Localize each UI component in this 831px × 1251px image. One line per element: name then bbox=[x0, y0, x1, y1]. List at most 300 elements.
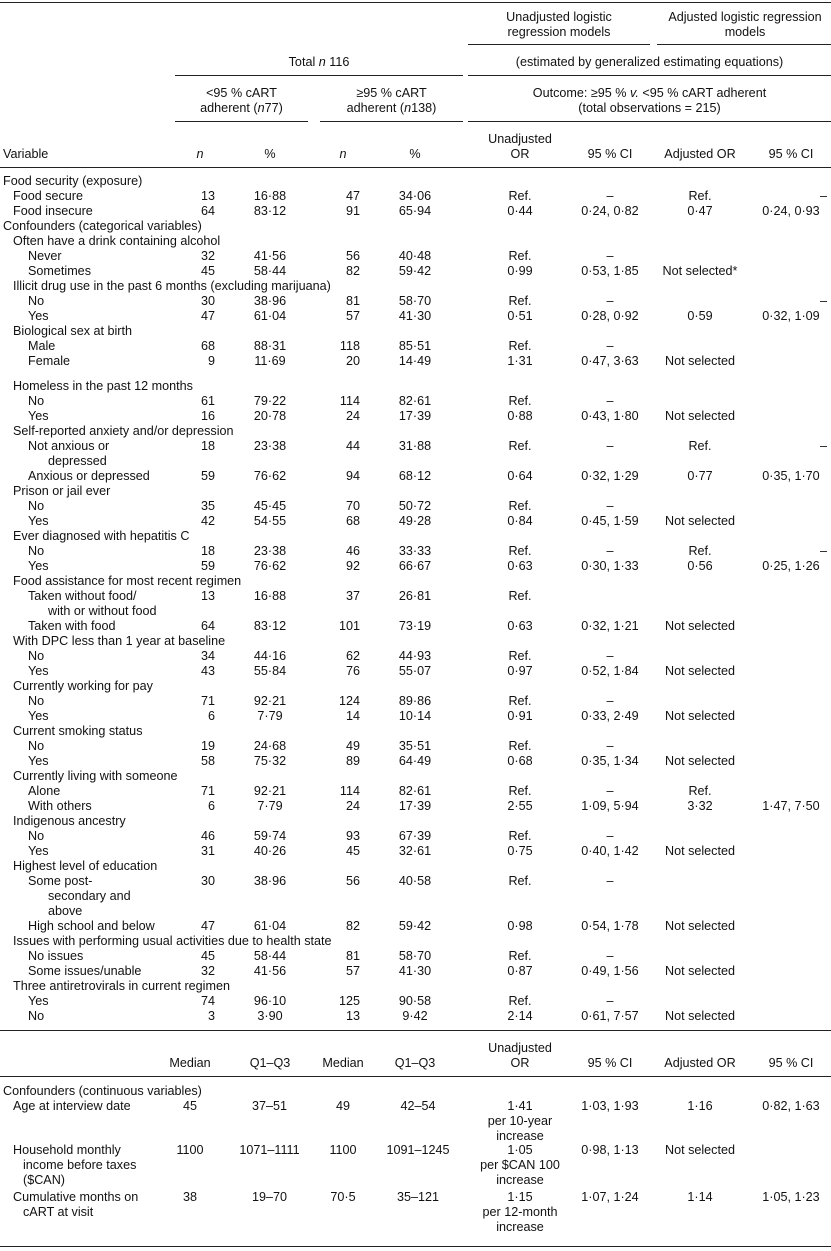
cell-pct2: 73·19 bbox=[398, 619, 432, 633]
cell-n1: 34 bbox=[200, 649, 215, 663]
cell-adjusted-or: Not selected bbox=[664, 664, 735, 678]
cell-pct2: 59·42 bbox=[398, 264, 432, 278]
row-label: Current smoking status bbox=[13, 724, 143, 738]
cell-pct1: 40·26 bbox=[253, 844, 287, 858]
cell-unadjusted-or: Ref. bbox=[508, 294, 532, 308]
row-label: Sometimes bbox=[28, 264, 91, 278]
cell-unadjusted-or: 0·44 bbox=[507, 204, 533, 218]
cell-adjusted-or: Ref. bbox=[688, 784, 712, 798]
cell-n2: 56 bbox=[345, 874, 360, 888]
cell-pct1: 41·56 bbox=[253, 964, 287, 978]
cell-pct2: 40·48 bbox=[398, 249, 432, 263]
gee-note: (estimated by generalized estimating equations) bbox=[515, 55, 784, 69]
row-label: Confounders (continuous variables) bbox=[3, 1084, 202, 1098]
cell-q1q3-1: 37–51 bbox=[251, 1099, 288, 1113]
row-label: Yes bbox=[28, 409, 49, 423]
cell-adjusted-or: Not selected bbox=[664, 709, 735, 723]
cell-pct2: 50·72 bbox=[398, 499, 432, 513]
cell-unadjusted-or: 0·98 bbox=[507, 919, 533, 933]
cell-adjusted-or: 1·16 bbox=[687, 1099, 713, 1113]
cell-unadjusted-or: 0·84 bbox=[507, 514, 533, 528]
cell-unadjusted-or: 2·14 bbox=[507, 1009, 533, 1023]
cell-unadjusted-or: Ref. bbox=[508, 829, 532, 843]
cell-median2: 70·5 bbox=[330, 1190, 356, 1204]
cell-n2: 91 bbox=[345, 204, 360, 218]
cell-pct1: 76·62 bbox=[253, 559, 287, 573]
cell-n2: 47 bbox=[345, 189, 360, 203]
row-label: No bbox=[28, 694, 45, 708]
cell-pct2: 59·42 bbox=[398, 919, 432, 933]
cell-n2: 44 bbox=[345, 439, 360, 453]
unadjusted-group-rule bbox=[468, 44, 650, 45]
cell-unadjusted-ci: 0·40, 1·42 bbox=[581, 844, 639, 858]
cell-adjusted-ci: 0·82, 1·63 bbox=[762, 1099, 820, 1113]
col-cont-adjusted-or: Adjusted OR bbox=[664, 1056, 736, 1070]
cell-unadjusted-ci: 0·24, 0·82 bbox=[581, 204, 639, 218]
cell-unadjusted-ci: – bbox=[606, 294, 614, 308]
cell-unadjusted-or: Ref. bbox=[508, 544, 532, 558]
row-label: Currently working for pay bbox=[13, 679, 153, 693]
cell-n2: 81 bbox=[345, 949, 360, 963]
cell-n2: 82 bbox=[345, 919, 360, 933]
cell-unadjusted-or: Ref. bbox=[508, 589, 532, 603]
cell-n1: 6 bbox=[207, 709, 215, 723]
cell-adjusted-ci: – bbox=[819, 544, 827, 558]
cell-n2: 76 bbox=[345, 664, 360, 678]
cell-unadjusted-ci: – bbox=[606, 394, 614, 408]
row-label: cART at visit bbox=[23, 1205, 94, 1219]
col-n2: n bbox=[339, 147, 347, 161]
cell-q1q3-2: 35–121 bbox=[396, 1190, 440, 1204]
row-label: Not anxious or bbox=[28, 439, 110, 453]
cell-unadjusted-or: 0·99 bbox=[507, 264, 533, 278]
row-label: Issues with performing usual activities due to health state bbox=[13, 934, 332, 948]
cell-n1: 16 bbox=[200, 409, 215, 423]
cell-n2: 118 bbox=[339, 339, 360, 353]
total-n-rule bbox=[175, 75, 463, 76]
cell-n1: 13 bbox=[200, 189, 215, 203]
cell-pct1: 20·78 bbox=[253, 409, 287, 423]
cell-n1: 43 bbox=[200, 664, 215, 678]
cell-unadjusted-or: 1·41 bbox=[507, 1099, 533, 1113]
cell-unadjusted-ci: – bbox=[606, 544, 614, 558]
row-label: Yes bbox=[28, 664, 49, 678]
col-median1: Median bbox=[169, 1056, 211, 1070]
cell-pct1: 59·74 bbox=[253, 829, 287, 843]
cell-pct2: 55·07 bbox=[398, 664, 432, 678]
cell-n2: 70 bbox=[345, 499, 360, 513]
cell-unadjusted-or: Ref. bbox=[508, 739, 532, 753]
cell-n1: 35 bbox=[200, 499, 215, 513]
cell-pct1: 45·45 bbox=[253, 499, 287, 513]
cell-n1: 61 bbox=[200, 394, 215, 408]
cell-pct2: 40·58 bbox=[398, 874, 432, 888]
cell-n1: 6 bbox=[207, 799, 215, 813]
cell-pct1: 41·56 bbox=[253, 249, 287, 263]
row-label: Some post- bbox=[28, 874, 93, 888]
cell-unadjusted-ci: – bbox=[606, 739, 614, 753]
cell-n1: 18 bbox=[200, 439, 215, 453]
cell-q1q3-1: 1071–1111 bbox=[239, 1143, 300, 1157]
row-label: Often have a drink containing alcohol bbox=[13, 234, 221, 248]
col-adjusted-or: Adjusted OR bbox=[664, 147, 736, 161]
cell-unadjusted-ci: – bbox=[606, 694, 614, 708]
cell-median2: 49 bbox=[335, 1099, 350, 1113]
cell-unadjusted-or: Ref. bbox=[508, 994, 532, 1008]
cell-pct1: 23·38 bbox=[253, 439, 287, 453]
cell-pct1: 88·31 bbox=[253, 339, 287, 353]
cell-unadjusted-ci: 0·49, 1·56 bbox=[581, 964, 639, 978]
cell-unadjusted-or: Ref. bbox=[508, 394, 532, 408]
lt95-rule bbox=[175, 121, 308, 122]
cell-pct1: 16·88 bbox=[253, 189, 287, 203]
cell-pct1: 44·16 bbox=[253, 649, 287, 663]
row-label: No bbox=[28, 739, 45, 753]
cell-unadjusted-ci: 1·09, 5·94 bbox=[581, 799, 639, 813]
cell-n1: 19 bbox=[200, 739, 215, 753]
cell-pct2: 32·61 bbox=[398, 844, 432, 858]
cell-unadjusted-or: 0·68 bbox=[507, 754, 533, 768]
cell-adjusted-ci: 0·32, 1·09 bbox=[762, 309, 820, 323]
cell-unadjusted-or: 0·63 bbox=[507, 619, 533, 633]
row-label: Food secure bbox=[13, 189, 84, 203]
row-label: No bbox=[28, 544, 45, 558]
cell-pct2: 33·33 bbox=[398, 544, 432, 558]
row-label: Yes bbox=[28, 709, 49, 723]
cell-unadjusted-ci: – bbox=[606, 649, 614, 663]
cell-n1: 71 bbox=[200, 784, 215, 798]
col-n1: n bbox=[196, 147, 204, 161]
cell-unadjusted-ci: – bbox=[606, 874, 614, 888]
cell-unadjusted-or: 0·51 bbox=[507, 309, 533, 323]
col-ci2: 95 % CI bbox=[768, 147, 814, 161]
cell-unadjusted-or: 0·87 bbox=[507, 964, 533, 978]
cell-n1: 32 bbox=[200, 249, 215, 263]
cell-pct2: 41·30 bbox=[398, 309, 432, 323]
continuous-header-rule bbox=[0, 1076, 831, 1077]
row-label: Male bbox=[28, 339, 56, 353]
cell-n1: 59 bbox=[200, 469, 215, 483]
row-label: Prison or jail ever bbox=[13, 484, 111, 498]
cell-n1: 64 bbox=[200, 204, 215, 218]
cell-unadjusted-ci: – bbox=[606, 994, 614, 1008]
col-q2: Q1–Q3 bbox=[394, 1056, 436, 1070]
col-ci1: 95 % CI bbox=[587, 147, 633, 161]
cell-unadjusted-or-unit: per 10-year bbox=[487, 1114, 553, 1128]
ge95-rule bbox=[320, 121, 463, 122]
cell-n2: 114 bbox=[339, 394, 360, 408]
row-label: With DPC less than 1 year at baseline bbox=[13, 634, 226, 648]
cell-pct2: 34·06 bbox=[398, 189, 432, 203]
cell-unadjusted-ci: 0·33, 2·49 bbox=[581, 709, 639, 723]
cell-n1: 13 bbox=[200, 589, 215, 603]
cell-pct2: 26·81 bbox=[398, 589, 432, 603]
gee-rule bbox=[468, 75, 831, 76]
row-label: above bbox=[48, 904, 83, 918]
cell-unadjusted-ci: – bbox=[606, 499, 614, 513]
cell-n2: 62 bbox=[345, 649, 360, 663]
cell-n2: 89 bbox=[345, 754, 360, 768]
row-label: Self-reported anxiety and/or depression bbox=[13, 424, 234, 438]
row-label: depressed bbox=[48, 454, 107, 468]
cell-pct1: 7·79 bbox=[257, 799, 283, 813]
row-label: Three antiretrovirals in current regimen bbox=[13, 979, 230, 993]
cell-n2: 46 bbox=[345, 544, 360, 558]
cell-pct2: 66·67 bbox=[398, 559, 432, 573]
cell-adjusted-or: Not selected bbox=[664, 1143, 735, 1157]
cell-n1: 30 bbox=[200, 874, 215, 888]
row-label: No bbox=[28, 499, 45, 513]
cell-adjusted-or: Not selected* bbox=[662, 264, 738, 278]
cell-pct1: 24·68 bbox=[253, 739, 287, 753]
cell-unadjusted-or: 0·63 bbox=[507, 559, 533, 573]
ge95-header: ≥95 % cART adherent (n138) bbox=[346, 86, 437, 115]
cell-pct2: 85·51 bbox=[398, 339, 432, 353]
cell-pct1: 7·79 bbox=[257, 709, 283, 723]
cell-pct2: 82·61 bbox=[398, 394, 432, 408]
cell-pct2: 89·86 bbox=[398, 694, 432, 708]
cell-adjusted-or: 0·56 bbox=[687, 559, 713, 573]
cell-adjusted-or: Not selected bbox=[664, 844, 735, 858]
cell-pct1: 16·88 bbox=[253, 589, 287, 603]
row-label: Yes bbox=[28, 994, 49, 1008]
cell-n1: 32 bbox=[200, 964, 215, 978]
cell-unadjusted-or-unit: per 12-month bbox=[482, 1205, 558, 1219]
col-cont-ci2: 95 % CI bbox=[768, 1056, 814, 1070]
cell-adjusted-ci: 0·25, 1·26 bbox=[762, 559, 820, 573]
lt95-header: <95 % cART adherent (n77) bbox=[200, 86, 283, 115]
cell-pct2: 49·28 bbox=[398, 514, 432, 528]
cell-n1: 47 bbox=[200, 309, 215, 323]
cell-unadjusted-ci: – bbox=[606, 339, 614, 353]
row-label: Illicit drug use in the past 6 months (excluding marijuana) bbox=[13, 279, 331, 293]
cell-n2: 57 bbox=[345, 309, 360, 323]
cell-n1: 59 bbox=[200, 559, 215, 573]
cell-adjusted-or: 1·14 bbox=[687, 1190, 713, 1204]
row-label: With others bbox=[28, 799, 92, 813]
bottom-rule bbox=[0, 1246, 831, 1247]
cell-n2: 24 bbox=[345, 409, 360, 423]
top-rule bbox=[0, 2, 831, 3]
cell-unadjusted-or: 0·64 bbox=[507, 469, 533, 483]
cell-unadjusted-or: Ref. bbox=[508, 249, 532, 263]
cell-unadjusted-ci: 1·03, 1·93 bbox=[581, 1099, 639, 1113]
cell-unadjusted-ci: 0·47, 3·63 bbox=[581, 354, 639, 368]
cell-pct1: 38·96 bbox=[253, 294, 287, 308]
cell-adjusted-or: Ref. bbox=[688, 544, 712, 558]
row-label: Food security (exposure) bbox=[3, 174, 143, 188]
cell-pct2: 35·51 bbox=[398, 739, 432, 753]
col-cont-ci1: 95 % CI bbox=[587, 1056, 633, 1070]
cell-unadjusted-ci: 0·32, 1·29 bbox=[581, 469, 639, 483]
cell-n1: 47 bbox=[200, 919, 215, 933]
cell-unadjusted-ci: 0·32, 1·21 bbox=[581, 619, 639, 633]
row-label: Taken with food bbox=[28, 619, 116, 633]
row-label: Alone bbox=[28, 784, 61, 798]
cell-unadjusted-or: 1·05 bbox=[507, 1143, 533, 1157]
cell-unadjusted-ci: 0·45, 1·59 bbox=[581, 514, 639, 528]
cell-n2: 20 bbox=[345, 354, 360, 368]
cell-n2: 45 bbox=[345, 844, 360, 858]
row-label: Never bbox=[28, 249, 62, 263]
cell-pct2: 14·49 bbox=[398, 354, 432, 368]
cell-adjusted-or: Not selected bbox=[664, 354, 735, 368]
row-label: Biological sex at birth bbox=[13, 324, 133, 338]
cell-pct2: 90·58 bbox=[398, 994, 432, 1008]
cell-adjusted-ci: – bbox=[819, 189, 827, 203]
cell-pct2: 58·70 bbox=[398, 949, 432, 963]
cell-n1: 68 bbox=[200, 339, 215, 353]
cell-pct1: 96·10 bbox=[253, 994, 287, 1008]
cell-unadjusted-ci: 0·54, 1·78 bbox=[581, 919, 639, 933]
cell-pct2: 9·42 bbox=[402, 1009, 428, 1023]
row-label: No bbox=[28, 649, 45, 663]
cell-pct1: 38·96 bbox=[253, 874, 287, 888]
cell-unadjusted-or-unit: increase bbox=[496, 1173, 544, 1187]
cell-n2: 24 bbox=[345, 799, 360, 813]
cell-median1: 38 bbox=[182, 1190, 197, 1204]
cell-adjusted-or: 0·59 bbox=[687, 309, 713, 323]
row-label: Food insecure bbox=[13, 204, 93, 218]
cell-unadjusted-ci: – bbox=[606, 189, 614, 203]
cell-median1: 1100 bbox=[176, 1143, 204, 1157]
cell-unadjusted-or-unit: increase bbox=[496, 1220, 544, 1234]
cell-n2: 37 bbox=[345, 589, 360, 603]
cell-unadjusted-or-unit: increase bbox=[496, 1129, 544, 1143]
row-label: Yes bbox=[28, 844, 49, 858]
cell-n1: 45 bbox=[200, 264, 215, 278]
col-cont-unadjusted-or: Unadjusted OR bbox=[488, 1041, 552, 1070]
row-label: income before taxes bbox=[23, 1158, 137, 1172]
row-label: Food assistance for most recent regimen bbox=[13, 574, 242, 588]
cell-adjusted-ci: – bbox=[819, 294, 827, 308]
cell-n2: 49 bbox=[345, 739, 360, 753]
cell-unadjusted-ci: 0·61, 7·57 bbox=[581, 1009, 639, 1023]
cell-n1: 58 bbox=[200, 754, 215, 768]
cell-pct1: 11·69 bbox=[254, 354, 286, 368]
cell-n1: 3 bbox=[207, 1009, 215, 1023]
cell-n2: 114 bbox=[339, 784, 360, 798]
cell-adjusted-or: 0·77 bbox=[687, 469, 713, 483]
cell-adjusted-or: Not selected bbox=[664, 754, 735, 768]
cell-q1q3-1: 19–70 bbox=[251, 1190, 288, 1204]
cell-pct1: 83·12 bbox=[253, 619, 287, 633]
cell-adjusted-or: Not selected bbox=[664, 919, 735, 933]
cell-n2: 101 bbox=[338, 619, 360, 633]
cell-n2: 13 bbox=[345, 1009, 360, 1023]
cell-unadjusted-ci: 1·07, 1·24 bbox=[581, 1190, 639, 1204]
row-label: Indigenous ancestry bbox=[13, 814, 126, 828]
cell-unadjusted-or: Ref. bbox=[508, 339, 532, 353]
cell-unadjusted-or: Ref. bbox=[508, 439, 532, 453]
cell-adjusted-ci: – bbox=[819, 439, 827, 453]
cell-unadjusted-ci: 0·35, 1·34 bbox=[581, 754, 639, 768]
cell-unadjusted-or: 0·88 bbox=[507, 409, 533, 423]
cell-n1: 64 bbox=[200, 619, 215, 633]
cell-pct2: 64·49 bbox=[398, 754, 432, 768]
cell-unadjusted-ci: – bbox=[606, 249, 614, 263]
cell-unadjusted-or: Ref. bbox=[508, 784, 532, 798]
row-label: Some issues/unable bbox=[28, 964, 142, 978]
adjusted-group-rule bbox=[657, 44, 831, 45]
row-label: Yes bbox=[28, 559, 49, 573]
cell-pct2: 31·88 bbox=[398, 439, 432, 453]
row-label: Ever diagnosed with hepatitis C bbox=[13, 529, 190, 543]
cell-pct1: 79·22 bbox=[253, 394, 287, 408]
cell-n1: 74 bbox=[200, 994, 215, 1008]
cell-n1: 42 bbox=[200, 514, 215, 528]
categorical-bottom-rule bbox=[0, 1030, 831, 1031]
row-label: Currently living with someone bbox=[13, 769, 178, 783]
cell-pct1: 55·84 bbox=[253, 664, 287, 678]
cell-unadjusted-ci: – bbox=[606, 949, 614, 963]
cell-n1: 9 bbox=[207, 354, 215, 368]
col-pct2: % bbox=[409, 147, 421, 161]
cell-unadjusted-or: Ref. bbox=[508, 874, 532, 888]
cell-adjusted-or: Not selected bbox=[664, 619, 735, 633]
row-label: Female bbox=[28, 354, 70, 368]
cell-n2: 124 bbox=[338, 694, 360, 708]
cell-n2: 14 bbox=[345, 709, 360, 723]
cell-n2: 57 bbox=[345, 964, 360, 978]
col-variable: Variable bbox=[3, 147, 49, 161]
cell-unadjusted-or-unit: per $CAN 100 bbox=[480, 1158, 560, 1172]
cell-unadjusted-or: Ref. bbox=[508, 499, 532, 513]
row-label: Homeless in the past 12 months bbox=[13, 379, 193, 393]
col-median2: Median bbox=[322, 1056, 364, 1070]
row-label: ($CAN) bbox=[23, 1173, 65, 1187]
cell-unadjusted-or: 0·97 bbox=[507, 664, 533, 678]
cell-n1: 45 bbox=[200, 949, 215, 963]
cell-n1: 30 bbox=[200, 294, 215, 308]
cell-pct2: 44·93 bbox=[398, 649, 432, 663]
cell-unadjusted-or: 1·31 bbox=[507, 354, 533, 368]
cell-unadjusted-ci: 0·53, 1·85 bbox=[581, 264, 639, 278]
cell-pct2: 65·94 bbox=[398, 204, 432, 218]
cell-adjusted-or: Not selected bbox=[664, 409, 735, 423]
row-label: No bbox=[28, 294, 45, 308]
cell-median2: 1100 bbox=[329, 1143, 357, 1157]
cell-q1q3-2: 42–54 bbox=[400, 1099, 436, 1113]
row-label: Yes bbox=[28, 309, 49, 323]
cell-pct2: 17·39 bbox=[398, 799, 432, 813]
row-label: Household monthly bbox=[13, 1143, 121, 1157]
cell-unadjusted-ci: 0·30, 1·33 bbox=[581, 559, 639, 573]
cell-n2: 68 bbox=[345, 514, 360, 528]
cell-adjusted-ci: 1·05, 1·23 bbox=[762, 1190, 820, 1204]
row-label: secondary and bbox=[48, 889, 131, 903]
cell-median1: 45 bbox=[182, 1099, 197, 1113]
cell-pct1: 61·04 bbox=[253, 309, 287, 323]
header-bottom-rule bbox=[0, 167, 831, 168]
cell-pct1: 75·32 bbox=[253, 754, 287, 768]
cell-pct1: 58·44 bbox=[253, 949, 287, 963]
cell-pct2: 17·39 bbox=[398, 409, 432, 423]
cell-pct1: 58·44 bbox=[253, 264, 287, 278]
cell-n1: 18 bbox=[200, 544, 215, 558]
row-label: No bbox=[28, 829, 45, 843]
unadjusted-group-header: Unadjusted logistic regression models bbox=[506, 10, 612, 39]
cell-adjusted-or: Not selected bbox=[664, 1009, 735, 1023]
cell-adjusted-or: Ref. bbox=[688, 439, 712, 453]
cell-unadjusted-or: 0·91 bbox=[507, 709, 533, 723]
row-label: No issues bbox=[28, 949, 84, 963]
col-q1: Q1–Q3 bbox=[249, 1056, 291, 1070]
outcome-header: Outcome: ≥95 % v. <95 % cART adherent (total observations = 215) bbox=[532, 86, 767, 115]
cell-n1: 46 bbox=[200, 829, 215, 843]
cell-unadjusted-or: Ref. bbox=[508, 949, 532, 963]
cell-unadjusted-ci: 0·43, 1·80 bbox=[581, 409, 639, 423]
